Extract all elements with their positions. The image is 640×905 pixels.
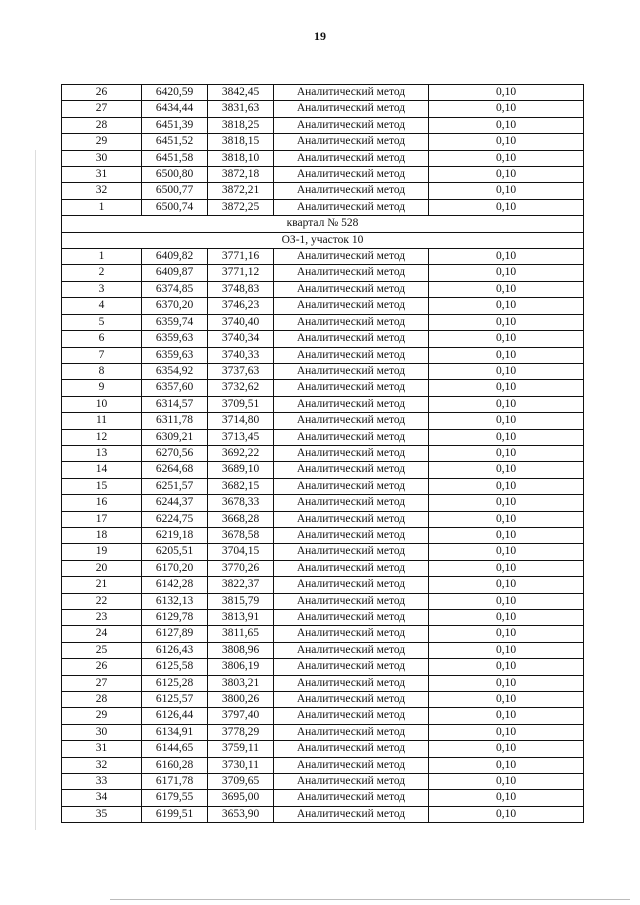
method-cell: Аналитический метод — [274, 741, 429, 757]
y-coordinate-cell: 3730,11 — [208, 757, 274, 773]
point-number-cell: 22 — [62, 593, 142, 609]
accuracy-cell: 0,10 — [429, 642, 584, 658]
table-row — [62, 659, 584, 675]
y-coordinate-cell: 3803,21 — [208, 675, 274, 691]
point-number-cell: 26 — [62, 659, 142, 675]
point-number-cell: 1 — [62, 249, 142, 265]
point-number-cell: 25 — [62, 642, 142, 658]
method-cell: Аналитический метод — [274, 757, 429, 773]
y-coordinate-cell: 3709,51 — [208, 396, 274, 412]
accuracy-cell: 0,10 — [429, 692, 584, 708]
y-coordinate-cell: 3678,58 — [208, 527, 274, 543]
method-cell: Аналитический метод — [274, 167, 429, 183]
accuracy-cell: 0,10 — [429, 757, 584, 773]
x-coordinate-cell: 6199,51 — [142, 806, 208, 822]
x-coordinate-cell: 6451,52 — [142, 134, 208, 150]
section-header: ОЗ-1, участок 10 — [62, 232, 584, 248]
accuracy-cell: 0,10 — [429, 331, 584, 347]
table-row — [62, 577, 584, 593]
accuracy-cell: 0,10 — [429, 806, 584, 822]
method-cell: Аналитический метод — [274, 298, 429, 314]
method-cell: Аналитический метод — [274, 396, 429, 412]
x-coordinate-cell: 6144,65 — [142, 741, 208, 757]
method-cell: Аналитический метод — [274, 314, 429, 330]
x-coordinate-cell: 6125,58 — [142, 659, 208, 675]
y-coordinate-cell: 3653,90 — [208, 806, 274, 822]
x-coordinate-cell: 6309,21 — [142, 429, 208, 445]
method-cell: Аналитический метод — [274, 347, 429, 363]
table-row — [62, 249, 584, 265]
y-coordinate-cell: 3822,37 — [208, 577, 274, 593]
table-row — [62, 281, 584, 297]
x-coordinate-cell: 6434,44 — [142, 101, 208, 117]
y-coordinate-cell: 3797,40 — [208, 708, 274, 724]
point-number-cell: 33 — [62, 774, 142, 790]
section-header-row — [62, 232, 584, 248]
coordinates-table — [61, 84, 584, 823]
table-row — [62, 593, 584, 609]
method-cell: Аналитический метод — [274, 331, 429, 347]
method-cell: Аналитический метод — [274, 708, 429, 724]
accuracy-cell: 0,10 — [429, 347, 584, 363]
y-coordinate-cell: 3818,15 — [208, 134, 274, 150]
accuracy-cell: 0,10 — [429, 249, 584, 265]
point-number-cell: 29 — [62, 708, 142, 724]
method-cell: Аналитический метод — [274, 265, 429, 281]
point-number-cell: 20 — [62, 560, 142, 576]
accuracy-cell: 0,10 — [429, 363, 584, 379]
x-coordinate-cell: 6359,63 — [142, 347, 208, 363]
point-number-cell: 32 — [62, 757, 142, 773]
table-row — [62, 413, 584, 429]
x-coordinate-cell: 6409,82 — [142, 249, 208, 265]
y-coordinate-cell: 3704,15 — [208, 544, 274, 560]
table-row — [62, 298, 584, 314]
section-header: квартал № 528 — [62, 216, 584, 232]
x-coordinate-cell: 6357,60 — [142, 380, 208, 396]
x-coordinate-cell: 6126,43 — [142, 642, 208, 658]
y-coordinate-cell: 3811,65 — [208, 626, 274, 642]
table-row — [62, 429, 584, 445]
point-number-cell: 29 — [62, 134, 142, 150]
point-number-cell: 27 — [62, 101, 142, 117]
x-coordinate-cell: 6160,28 — [142, 757, 208, 773]
point-number-cell: 14 — [62, 462, 142, 478]
coordinates-table-body — [62, 85, 584, 823]
method-cell: Аналитический метод — [274, 101, 429, 117]
x-coordinate-cell: 6311,78 — [142, 413, 208, 429]
table-row — [62, 642, 584, 658]
y-coordinate-cell: 3682,15 — [208, 478, 274, 494]
x-coordinate-cell: 6129,78 — [142, 610, 208, 626]
accuracy-cell: 0,10 — [429, 544, 584, 560]
accuracy-cell: 0,10 — [429, 511, 584, 527]
scan-bottom-edge — [110, 899, 630, 900]
table-row — [62, 560, 584, 576]
x-coordinate-cell: 6420,59 — [142, 85, 208, 101]
y-coordinate-cell: 3737,63 — [208, 363, 274, 379]
y-coordinate-cell: 3872,18 — [208, 167, 274, 183]
point-number-cell: 28 — [62, 692, 142, 708]
accuracy-cell: 0,10 — [429, 134, 584, 150]
table-row — [62, 265, 584, 281]
table-row — [62, 445, 584, 461]
method-cell: Аналитический метод — [274, 413, 429, 429]
method-cell: Аналитический метод — [274, 675, 429, 691]
point-number-cell: 15 — [62, 478, 142, 494]
point-number-cell: 16 — [62, 495, 142, 511]
method-cell: Аналитический метод — [274, 380, 429, 396]
accuracy-cell: 0,10 — [429, 790, 584, 806]
method-cell: Аналитический метод — [274, 790, 429, 806]
y-coordinate-cell: 3689,10 — [208, 462, 274, 478]
table-row — [62, 167, 584, 183]
method-cell: Аналитический метод — [274, 774, 429, 790]
accuracy-cell: 0,10 — [429, 445, 584, 461]
accuracy-cell: 0,10 — [429, 478, 584, 494]
method-cell: Аналитический метод — [274, 642, 429, 658]
y-coordinate-cell: 3759,11 — [208, 741, 274, 757]
method-cell: Аналитический метод — [274, 478, 429, 494]
method-cell: Аналитический метод — [274, 363, 429, 379]
x-coordinate-cell: 6171,78 — [142, 774, 208, 790]
x-coordinate-cell: 6127,89 — [142, 626, 208, 642]
method-cell: Аналитический метод — [274, 593, 429, 609]
accuracy-cell: 0,10 — [429, 593, 584, 609]
method-cell: Аналитический метод — [274, 560, 429, 576]
y-coordinate-cell: 3692,22 — [208, 445, 274, 461]
point-number-cell: 26 — [62, 85, 142, 101]
accuracy-cell: 0,10 — [429, 560, 584, 576]
method-cell: Аналитический метод — [274, 610, 429, 626]
x-coordinate-cell: 6270,56 — [142, 445, 208, 461]
accuracy-cell: 0,10 — [429, 675, 584, 691]
table-row — [62, 396, 584, 412]
method-cell: Аналитический метод — [274, 692, 429, 708]
point-number-cell: 30 — [62, 724, 142, 740]
y-coordinate-cell: 3771,16 — [208, 249, 274, 265]
point-number-cell: 19 — [62, 544, 142, 560]
method-cell: Аналитический метод — [274, 527, 429, 543]
point-number-cell: 11 — [62, 413, 142, 429]
y-coordinate-cell: 3709,65 — [208, 774, 274, 790]
y-coordinate-cell: 3872,25 — [208, 199, 274, 215]
y-coordinate-cell: 3746,23 — [208, 298, 274, 314]
table-row — [62, 314, 584, 330]
accuracy-cell: 0,10 — [429, 462, 584, 478]
x-coordinate-cell: 6500,77 — [142, 183, 208, 199]
table-row — [62, 511, 584, 527]
table-row — [62, 331, 584, 347]
x-coordinate-cell: 6500,74 — [142, 199, 208, 215]
x-coordinate-cell: 6264,68 — [142, 462, 208, 478]
y-coordinate-cell: 3815,79 — [208, 593, 274, 609]
table-row — [62, 610, 584, 626]
x-coordinate-cell: 6359,74 — [142, 314, 208, 330]
x-coordinate-cell: 6142,28 — [142, 577, 208, 593]
accuracy-cell: 0,10 — [429, 577, 584, 593]
y-coordinate-cell: 3842,45 — [208, 85, 274, 101]
table-row — [62, 101, 584, 117]
table-row — [62, 675, 584, 691]
table-row — [62, 724, 584, 740]
point-number-cell: 18 — [62, 527, 142, 543]
point-number-cell: 3 — [62, 281, 142, 297]
point-number-cell: 9 — [62, 380, 142, 396]
table-row — [62, 757, 584, 773]
accuracy-cell: 0,10 — [429, 85, 584, 101]
table-row — [62, 741, 584, 757]
method-cell: Аналитический метод — [274, 659, 429, 675]
method-cell: Аналитический метод — [274, 150, 429, 166]
point-number-cell: 1 — [62, 199, 142, 215]
accuracy-cell: 0,10 — [429, 527, 584, 543]
table-row — [62, 478, 584, 494]
point-number-cell: 13 — [62, 445, 142, 461]
table-row — [62, 150, 584, 166]
x-coordinate-cell: 6409,87 — [142, 265, 208, 281]
table-row — [62, 790, 584, 806]
method-cell: Аналитический метод — [274, 445, 429, 461]
accuracy-cell: 0,10 — [429, 199, 584, 215]
point-number-cell: 32 — [62, 183, 142, 199]
method-cell: Аналитический метод — [274, 134, 429, 150]
method-cell: Аналитический метод — [274, 117, 429, 133]
point-number-cell: 8 — [62, 363, 142, 379]
point-number-cell: 24 — [62, 626, 142, 642]
point-number-cell: 21 — [62, 577, 142, 593]
section-header-row — [62, 216, 584, 232]
x-coordinate-cell: 6500,80 — [142, 167, 208, 183]
table-row — [62, 806, 584, 822]
y-coordinate-cell: 3872,21 — [208, 183, 274, 199]
table-row — [62, 117, 584, 133]
accuracy-cell: 0,10 — [429, 281, 584, 297]
point-number-cell: 34 — [62, 790, 142, 806]
accuracy-cell: 0,10 — [429, 429, 584, 445]
method-cell: Аналитический метод — [274, 544, 429, 560]
scan-margin-line — [35, 150, 36, 830]
accuracy-cell: 0,10 — [429, 380, 584, 396]
y-coordinate-cell: 3668,28 — [208, 511, 274, 527]
accuracy-cell: 0,10 — [429, 741, 584, 757]
x-coordinate-cell: 6224,75 — [142, 511, 208, 527]
x-coordinate-cell: 6126,44 — [142, 708, 208, 724]
point-number-cell: 31 — [62, 167, 142, 183]
y-coordinate-cell: 3771,12 — [208, 265, 274, 281]
accuracy-cell: 0,10 — [429, 495, 584, 511]
method-cell: Аналитический метод — [274, 281, 429, 297]
table-row — [62, 626, 584, 642]
accuracy-cell: 0,10 — [429, 396, 584, 412]
table-row — [62, 347, 584, 363]
method-cell: Аналитический метод — [274, 626, 429, 642]
y-coordinate-cell: 3714,80 — [208, 413, 274, 429]
method-cell: Аналитический метод — [274, 577, 429, 593]
y-coordinate-cell: 3713,45 — [208, 429, 274, 445]
point-number-cell: 12 — [62, 429, 142, 445]
accuracy-cell: 0,10 — [429, 626, 584, 642]
table-row — [62, 708, 584, 724]
table-row — [62, 527, 584, 543]
table-row — [62, 495, 584, 511]
x-coordinate-cell: 6219,18 — [142, 527, 208, 543]
accuracy-cell: 0,10 — [429, 167, 584, 183]
table-row — [62, 134, 584, 150]
y-coordinate-cell: 3740,34 — [208, 331, 274, 347]
accuracy-cell: 0,10 — [429, 610, 584, 626]
table-row — [62, 774, 584, 790]
x-coordinate-cell: 6170,20 — [142, 560, 208, 576]
x-coordinate-cell: 6125,57 — [142, 692, 208, 708]
accuracy-cell: 0,10 — [429, 314, 584, 330]
x-coordinate-cell: 6251,57 — [142, 478, 208, 494]
x-coordinate-cell: 6314,57 — [142, 396, 208, 412]
x-coordinate-cell: 6179,55 — [142, 790, 208, 806]
x-coordinate-cell: 6205,51 — [142, 544, 208, 560]
page-number: 19 — [314, 29, 326, 43]
x-coordinate-cell: 6374,85 — [142, 281, 208, 297]
table-row — [62, 544, 584, 560]
table-row — [62, 363, 584, 379]
table-row — [62, 199, 584, 215]
accuracy-cell: 0,10 — [429, 101, 584, 117]
accuracy-cell: 0,10 — [429, 298, 584, 314]
y-coordinate-cell: 3818,25 — [208, 117, 274, 133]
y-coordinate-cell: 3748,83 — [208, 281, 274, 297]
x-coordinate-cell: 6134,91 — [142, 724, 208, 740]
point-number-cell: 27 — [62, 675, 142, 691]
point-number-cell: 28 — [62, 117, 142, 133]
x-coordinate-cell: 6451,39 — [142, 117, 208, 133]
y-coordinate-cell: 3778,29 — [208, 724, 274, 740]
x-coordinate-cell: 6132,13 — [142, 593, 208, 609]
accuracy-cell: 0,10 — [429, 708, 584, 724]
method-cell: Аналитический метод — [274, 724, 429, 740]
x-coordinate-cell: 6354,92 — [142, 363, 208, 379]
point-number-cell: 30 — [62, 150, 142, 166]
y-coordinate-cell: 3831,63 — [208, 101, 274, 117]
point-number-cell: 35 — [62, 806, 142, 822]
accuracy-cell: 0,10 — [429, 774, 584, 790]
x-coordinate-cell: 6370,20 — [142, 298, 208, 314]
method-cell: Аналитический метод — [274, 183, 429, 199]
table-row — [62, 183, 584, 199]
table-row — [62, 462, 584, 478]
point-number-cell: 4 — [62, 298, 142, 314]
point-number-cell: 6 — [62, 331, 142, 347]
accuracy-cell: 0,10 — [429, 150, 584, 166]
x-coordinate-cell: 6451,58 — [142, 150, 208, 166]
y-coordinate-cell: 3695,00 — [208, 790, 274, 806]
method-cell: Аналитический метод — [274, 495, 429, 511]
accuracy-cell: 0,10 — [429, 183, 584, 199]
x-coordinate-cell: 6359,63 — [142, 331, 208, 347]
y-coordinate-cell: 3740,33 — [208, 347, 274, 363]
x-coordinate-cell: 6125,28 — [142, 675, 208, 691]
accuracy-cell: 0,10 — [429, 265, 584, 281]
method-cell: Аналитический метод — [274, 511, 429, 527]
point-number-cell: 2 — [62, 265, 142, 281]
accuracy-cell: 0,10 — [429, 117, 584, 133]
point-number-cell: 17 — [62, 511, 142, 527]
point-number-cell: 5 — [62, 314, 142, 330]
y-coordinate-cell: 3806,19 — [208, 659, 274, 675]
table-row — [62, 380, 584, 396]
method-cell: Аналитический метод — [274, 85, 429, 101]
y-coordinate-cell: 3678,33 — [208, 495, 274, 511]
accuracy-cell: 0,10 — [429, 724, 584, 740]
y-coordinate-cell: 3800,26 — [208, 692, 274, 708]
method-cell: Аналитический метод — [274, 249, 429, 265]
y-coordinate-cell: 3770,26 — [208, 560, 274, 576]
point-number-cell: 7 — [62, 347, 142, 363]
y-coordinate-cell: 3808,96 — [208, 642, 274, 658]
table-row — [62, 692, 584, 708]
table-row — [62, 85, 584, 101]
x-coordinate-cell: 6244,37 — [142, 495, 208, 511]
point-number-cell: 23 — [62, 610, 142, 626]
point-number-cell: 10 — [62, 396, 142, 412]
method-cell: Аналитический метод — [274, 199, 429, 215]
method-cell: Аналитический метод — [274, 429, 429, 445]
y-coordinate-cell: 3813,91 — [208, 610, 274, 626]
point-number-cell: 31 — [62, 741, 142, 757]
accuracy-cell: 0,10 — [429, 413, 584, 429]
method-cell: Аналитический метод — [274, 462, 429, 478]
y-coordinate-cell: 3740,40 — [208, 314, 274, 330]
y-coordinate-cell: 3732,62 — [208, 380, 274, 396]
method-cell: Аналитический метод — [274, 806, 429, 822]
y-coordinate-cell: 3818,10 — [208, 150, 274, 166]
accuracy-cell: 0,10 — [429, 659, 584, 675]
